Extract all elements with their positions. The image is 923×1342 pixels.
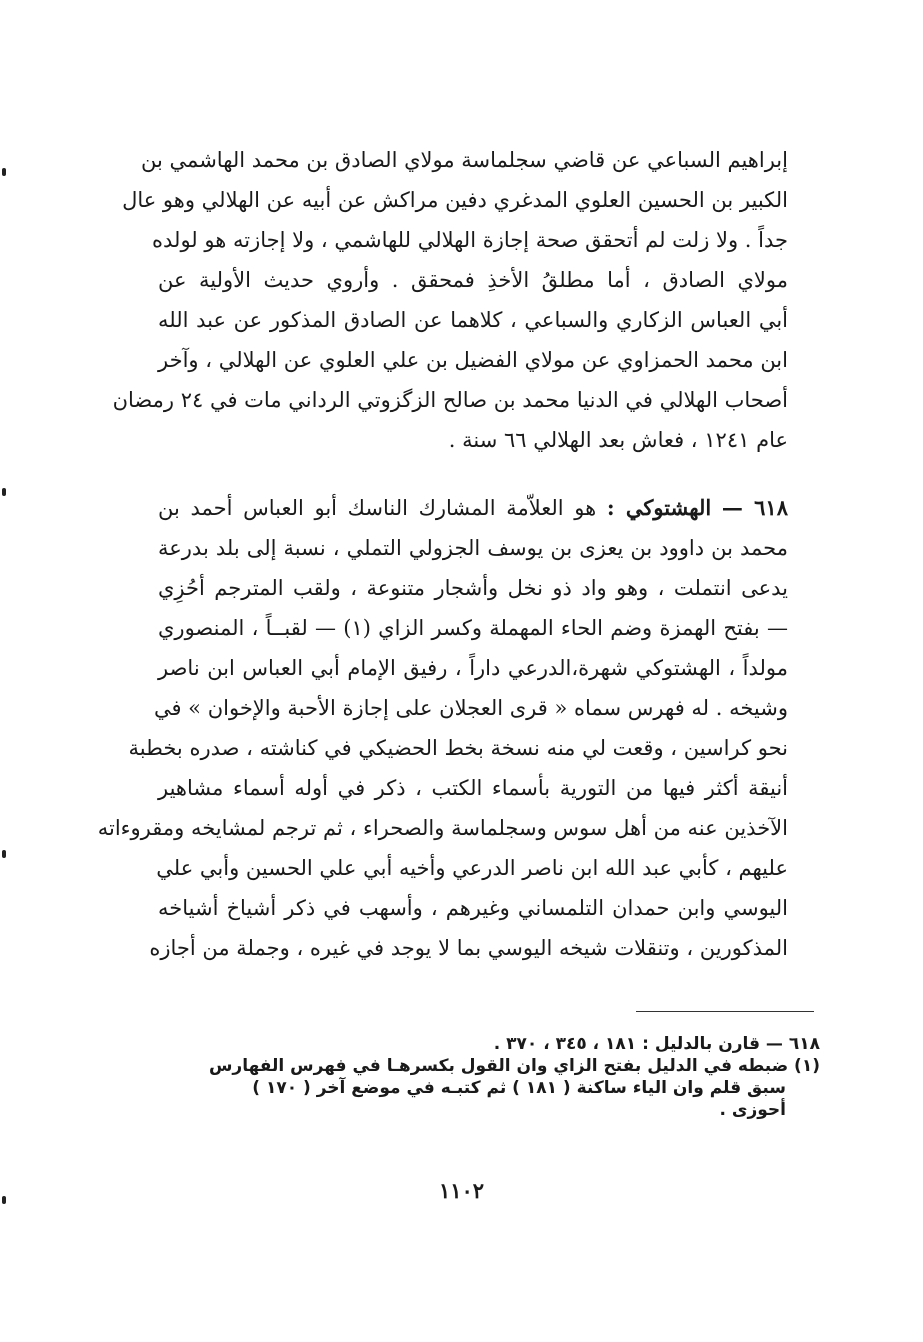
footnote-line: سبق قلم وان الياء ساكنة ( ١٨١ ) ثم كتبـه في موضع آخر ( ١٧٠ ) — [252, 1078, 786, 1098]
text-line: أنيقة أكثر فيها من التورية بأسماء الكتب ، ذكر في أوله أسماء مشاهير — [158, 776, 788, 800]
text-line: مولاي الصادق ، أما مطلقُ الأخذِ فمحقق . وأروي حديث الأولية عن — [158, 268, 788, 292]
text-line: نحو كراسين ، وقعت لي منه نسخة بخط الحضيكي في كناشته ، صدره بخطبة — [128, 736, 788, 760]
continuation-paragraph — [112, 140, 788, 460]
margin-mark — [2, 488, 6, 496]
footnote-separator — [636, 1011, 814, 1012]
entry-heading-line — [158, 488, 788, 528]
text-line: يدعى انتملت ، وهو واد ذو نخل وأشجار متنوعة ، ولقب المترجم أحُزِي — [158, 576, 788, 600]
text-line: إبراهيم السباعي عن قاضي سجلماسة مولاي الصادق بن محمد الهاشمي بن — [141, 148, 788, 172]
text-line: أبي العباس الزكاري والسباعي ، كلاهما عن الصادق المذكور عن عبد الله — [158, 308, 788, 332]
margin-mark — [2, 168, 6, 176]
text-line: اليوسي وابن حمدان التلمساني وغيرهم ، وأسهب في ذكر أشياخ أشياخه — [158, 896, 788, 920]
footnote-line: ٦١٨ — قارن بالدليل : ١٨١ ، ٣٤٥ ، ٣٧٠ . — [493, 1034, 820, 1054]
text-line: ابن محمد الحمزاوي عن مولاي الفضيل بن علي العلوي عن الهلالي ، وآخر — [158, 348, 788, 372]
text-line: وشيخه . له فهرس سماه « قرى العجلان على إجازة الأحبة والإخوان » في — [153, 696, 788, 720]
entry-paragraph — [97, 488, 788, 968]
text-line: — بفتح الهمزة وضم الحاء المهملة وكسر الزاي (١) — لقبــاً ، المنصوري — [158, 616, 788, 640]
text-line: أصحاب الهلالي في الدنيا محمد بن صالح الزگزوتي الرداني مات في ٢٤ رمضان — [112, 388, 788, 412]
text-line: المذكورين ، وتنقلات شيخه اليوسي بما لا يوجد في غيره ، وجملة من أجازه — [149, 936, 788, 960]
footnote-line: أحوزى . — [719, 1100, 786, 1120]
text-line: الآخذين عنه من أهل سوس وسجلماسة والصحراء ، ثم ترجم لمشايخه ومقروءاته — [97, 816, 788, 840]
entry-number: ٦١٨ — — [721, 495, 788, 520]
text-line: عليهم ، كأبي عبد الله ابن ناصر الدرعي وأخيه أبي علي الحسين وأبي علي — [156, 856, 788, 880]
entry-heading-text: هو العلاّمة المشارك الناسك أبو العباس أحمد بن — [158, 496, 597, 520]
entry-name: الهشتوكي : — [606, 495, 712, 520]
text-line: الكبير بن الحسين العلوي المدغري دفين مراكش عن أبيه عن الهلالي وهو عال — [122, 188, 788, 212]
page-number: ١١٠٢ — [438, 1178, 485, 1203]
margin-mark — [2, 850, 6, 858]
footnotes — [150, 1033, 820, 1121]
text-line: محمد بن داوود بن يعزى بن يوسف الجزولي التملي ، نسبة إلى بلد بدرعة — [158, 536, 788, 560]
footnote-line: (١) ضبطه في الدليل بفتح الزاي وان القول بكسرهـا في فهرس الفهارس — [208, 1056, 820, 1076]
text-line: عام ١٢٤١ ، فعاش بعد الهلالي ٦٦ سنة . — [448, 428, 788, 452]
text-line: جداً . ولا زلت لم أتحقق صحة إجازة الهلالي للهاشمي ، ولا إجازته هو لولده — [152, 228, 788, 252]
text-line: مولداً ، الهشتوكي شهرة،الدرعي داراً ، رفيق الإمام أبي العباس ابن ناصر — [158, 656, 788, 680]
